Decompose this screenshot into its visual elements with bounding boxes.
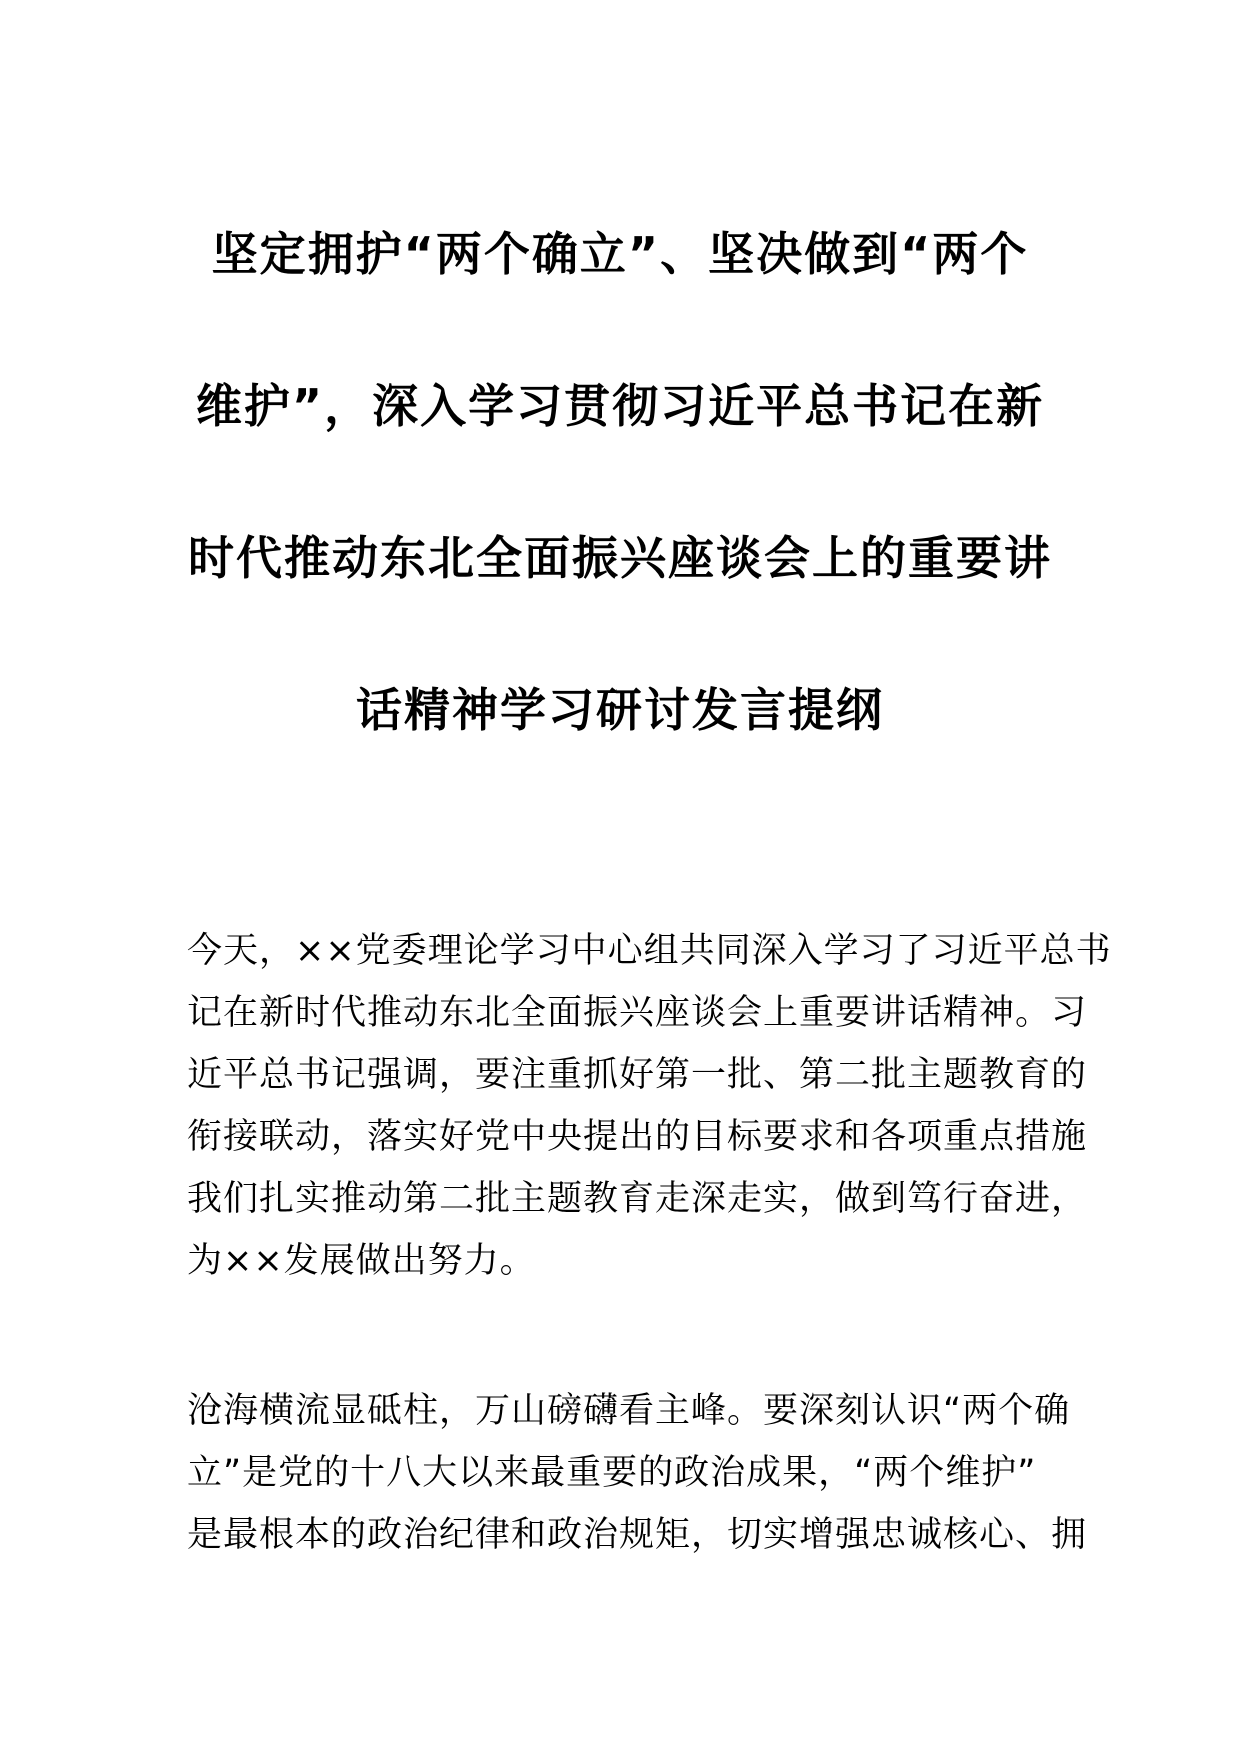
paragraph-line: 是最根本的政治纪律和政治规矩，切实增强忠诚核心、拥 xyxy=(187,1515,1088,1555)
paragraph-line: 立”是党的十八大以来最重要的政治成果，“两个维护” xyxy=(187,1453,1037,1493)
document-title xyxy=(180,178,1060,786)
paragraph-1 xyxy=(187,920,1112,1292)
paragraph-line: 记在新时代推动东北全面振兴座谈会上重要讲话精神。习 xyxy=(187,993,1088,1033)
title-line: 维护”，深入学习贯彻习近平总书记在新 xyxy=(195,379,1045,433)
paragraph-line: 我们扎实推动第二批主题教育走深走实，做到笃行奋进， xyxy=(187,1179,1088,1219)
paragraph-spacer xyxy=(187,1292,1057,1380)
paragraph-line: 为××发展做出努力。 xyxy=(187,1241,536,1281)
paragraph-line: 沧海横流显砥柱，万山磅礴看主峰。要深刻认识“两个确 xyxy=(187,1391,1071,1431)
paragraph-line: 衔接联动，落实好党中央提出的目标要求和各项重点措施 xyxy=(187,1117,1088,1157)
paragraph-2 xyxy=(187,1380,1088,1566)
paragraph-line: 今天，××党委理论学习中心组共同深入学习了习近平总书 xyxy=(187,931,1112,971)
paragraph-line: 近平总书记强调，要注重抓好第一批、第二批主题教育的 xyxy=(187,1055,1088,1095)
title-line: 时代推动东北全面振兴座谈会上的重要讲 xyxy=(188,531,1052,585)
title-line: 坚定拥护“两个确立”、坚决做到“两个 xyxy=(211,227,1029,281)
title-line: 话精神学习研讨发言提纲 xyxy=(356,683,884,737)
document-body xyxy=(187,920,1112,1566)
